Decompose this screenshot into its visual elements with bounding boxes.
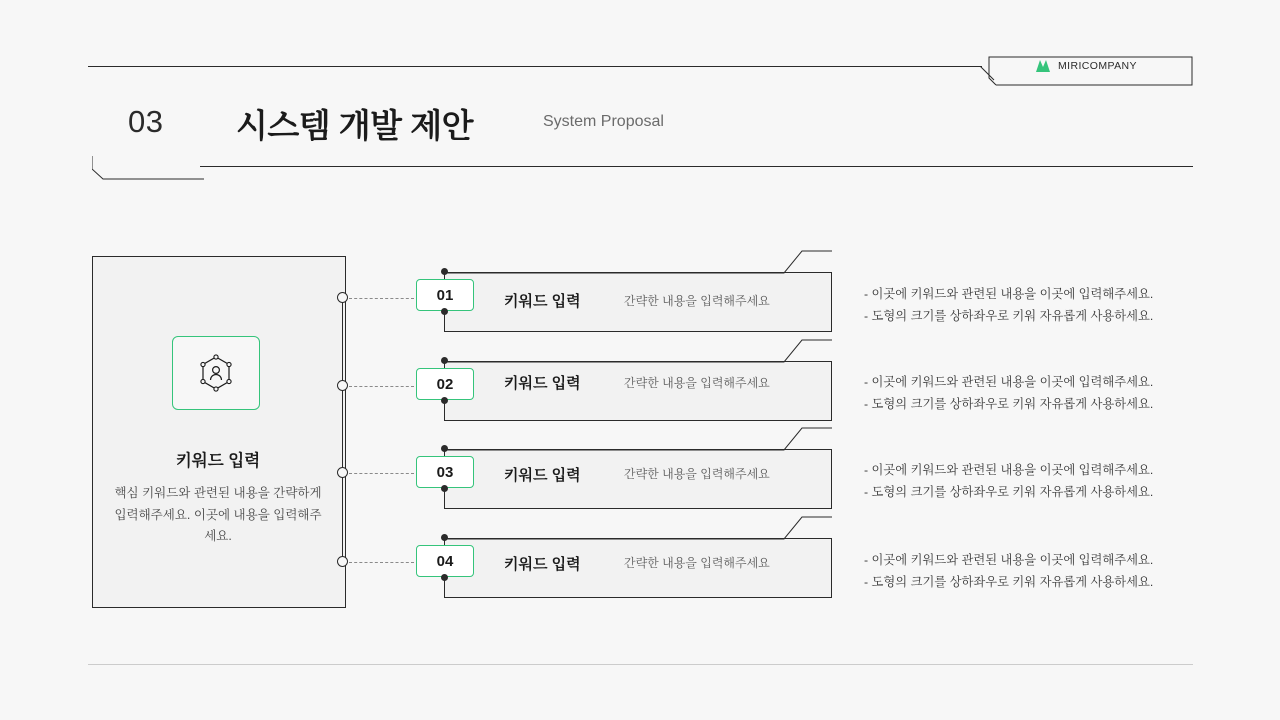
row-badge-dot-bottom-1 [441,308,448,315]
row-note-line1-1: - 이곳에 키워드와 관련된 내용을 이곳에 입력해주세요. [864,287,1154,301]
connector-dotted-3 [349,473,414,474]
row-keyword-3: 키워드 입력 [504,467,581,484]
connector-dotted-4 [349,562,414,563]
row-card-2[interactable] [444,361,832,421]
row-subtext-1: 간략한 내용을 입력해주세요 [624,294,770,308]
summary-title: 키워드 입력 [175,452,261,470]
row-keyword-4: 키워드 입력 [504,556,581,573]
row-note-line2-3: - 도형의 크기를 상하좌우로 키워 자유롭게 사용하세요. [864,484,1154,499]
row-subtext-2: 간략한 내용을 입력해주세요 [624,376,770,390]
leaf-logo-icon [1035,59,1051,73]
section-number: 03 [128,104,164,139]
page-title: 시스템 개발 제안 [236,107,473,144]
row-badge-4: 04 [416,545,474,577]
summary-panel-corner-accent [92,256,152,300]
row-badge-3: 03 [416,456,474,488]
row-note-line1-2: - 이곳에 키워드와 관련된 내용을 이곳에 입력해주세요. [864,375,1154,389]
row-note-line2-1: - 도형의 크기를 상하좌우로 키워 자유롭게 사용하세요. [864,308,1154,323]
brand-logo [1035,59,1137,73]
row-note-line1-3: - 이곳에 키워드와 관련된 내용을 이곳에 입력해주세요. [864,463,1154,477]
rail-dot-3 [337,467,348,478]
row-badge-dot-bottom-4 [441,574,448,581]
brand-name: MIRICOMPANY [1058,60,1137,72]
summary-icon-frame [172,336,260,410]
row-note-4 [864,550,1194,593]
row-badge-dot-top-2 [441,357,448,364]
row-badge-dot-bottom-3 [441,485,448,492]
connector-dotted-2 [349,386,414,387]
row-badge-dot-top-4 [441,534,448,541]
row-subtext-3: 간략한 내용을 입력해주세요 [624,467,770,481]
rail-dot-2 [337,380,348,391]
connector-dotted-1 [349,298,414,299]
row-badge-dot-top-3 [441,445,448,452]
header-top-rule [88,66,982,67]
page-subtitle: System Proposal [543,113,664,130]
row-keyword-1: 키워드 입력 [504,293,581,310]
row-note-line1-4: - 이곳에 키워드와 관련된 내용을 이곳에 입력해주세요. [864,553,1154,567]
row-note-3 [864,460,1194,503]
row-badge-dot-top-1 [441,268,448,275]
row-keyword-2: 키워드 입력 [504,375,581,392]
header-left-bracket [92,156,204,180]
row-note-line2-4: - 도형의 크기를 상하좌우로 키워 자유롭게 사용하세요. [864,574,1154,589]
summary-description: 핵심 키워드와 관련된 내용을 간략하게 입력해주세요. 이곳에 내용을 입력해주세요. [114,486,322,543]
footer-rule [88,664,1193,665]
row-note-1 [864,284,1194,327]
rail-dot-4 [337,556,348,567]
rail-dot-1 [337,292,348,303]
row-subtext-4: 간략한 내용을 입력해주세요 [624,556,770,570]
summary-panel [92,256,346,608]
connector-rail [342,296,343,562]
header-bottom-rule [200,166,1193,167]
row-note-line2-2: - 도형의 크기를 상하좌우로 키워 자유롭게 사용하세요. [864,396,1154,411]
row-badge-1: 01 [416,279,474,311]
row-note-2 [864,372,1194,415]
row-badge-2: 02 [416,368,474,400]
network-user-icon [193,350,239,396]
row-badge-dot-bottom-2 [441,397,448,404]
